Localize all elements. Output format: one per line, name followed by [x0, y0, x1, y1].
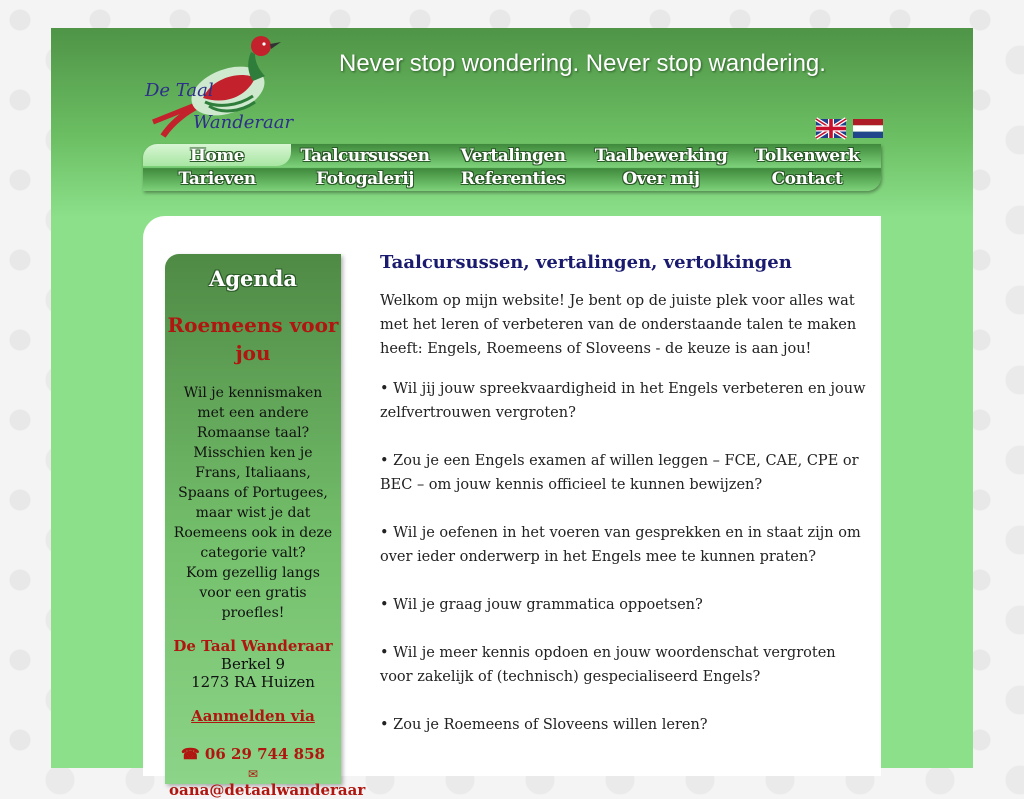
- logo-text-bottom: Wanderaar: [193, 112, 294, 133]
- address-street: Berkel 9: [220, 655, 286, 673]
- email-link[interactable]: oana@detaalwanderaar: [169, 781, 366, 799]
- english-flag-icon[interactable]: [816, 119, 846, 138]
- agenda-line: Misschien ken je Frans, Italiaans, Spaans of Portugees, maar wist je dat Roemeens ook in deze categorie valt?: [173, 445, 333, 561]
- agenda-sidebar: [165, 254, 366, 799]
- bullet-paragraph: • Wil je meer kennis opdoen en jouw woordenschat vergroten voor zakelijk of (technisch) gespecialiseerd Engels?: [380, 645, 836, 685]
- nav-referenties[interactable]: Referenties: [460, 169, 566, 189]
- address-city: 1273 RA Huizen: [191, 673, 315, 691]
- nav-over-mij[interactable]: Over mij: [622, 169, 700, 189]
- bullet-paragraph: • Wil je graag jouw grammatica oppoetsen?: [380, 597, 703, 613]
- logo-text-top: De Taal: [145, 80, 214, 101]
- page-title: Taalcursussen, vertalingen, vertolkingen: [380, 252, 792, 273]
- content-panel: [143, 216, 881, 799]
- agenda-line: Kom gezellig langs voor een gratis proefles!: [186, 565, 320, 621]
- phone-number[interactable]: ☎ 06 29 744 858: [181, 745, 325, 763]
- nav-tarieven[interactable]: Tarieven: [178, 169, 256, 189]
- org-name: De Taal Wanderaar: [173, 637, 333, 655]
- bullet-paragraph: • Zou je Roemeens of Sloveens willen leren?: [380, 717, 708, 733]
- nav-vertalingen[interactable]: Vertalingen: [460, 146, 566, 166]
- main-navigation: [143, 144, 881, 191]
- envelope-icon: ✉: [247, 767, 259, 781]
- register-link[interactable]: Aanmelden via: [191, 707, 315, 725]
- language-switcher: [816, 119, 885, 138]
- dutch-flag-icon[interactable]: [853, 119, 883, 138]
- agenda-subtitle: Roemeens voor jou: [167, 313, 339, 365]
- site-slogan: Never stop wondering. Never stop wandering.: [339, 50, 826, 77]
- bullet-paragraph: • Zou je een Engels examen af willen leggen – FCE, CAE, CPE or BEC – om jouw kennis officieel te kunnen bewijzen?: [380, 453, 859, 493]
- nav-contact[interactable]: Contact: [771, 169, 843, 189]
- agenda-title: Agenda: [209, 266, 297, 291]
- agenda-description: [165, 383, 341, 623]
- nav-fotogalerij[interactable]: Fotogalerij: [316, 169, 414, 189]
- bullet-paragraph: • Wil jij jouw spreekvaardigheid in het Engels verbeteren en jouw zelfvertrouwen vergroten?: [380, 381, 866, 421]
- site-logo[interactable]: [143, 36, 293, 141]
- nav-tolkenwerk[interactable]: Tolkenwerk: [754, 146, 860, 166]
- nav-taalbewerking[interactable]: Taalbewerking: [594, 146, 728, 166]
- page-wrapper: [51, 28, 973, 799]
- bullet-paragraph: • Wil je oefenen in het voeren van gesprekken en in staat zijn om over ieder onderwerp in het Engels mee te kunnen praten?: [380, 525, 861, 565]
- main-article: [380, 252, 870, 737]
- nav-taalcursussen[interactable]: Taalcursussen: [300, 146, 430, 166]
- nav-home[interactable]: Home: [189, 146, 245, 166]
- agenda-line: Wil je kennismaken met een andere Romaanse taal?: [183, 385, 323, 441]
- intro-paragraph: Welkom op mijn website! Je bent op de juiste plek voor alles wat met het leren of verbeteren van de onderstaande talen te maken heeft: Engels, Roemeens of Sloveens - de keuze is aan jou!: [380, 293, 857, 357]
